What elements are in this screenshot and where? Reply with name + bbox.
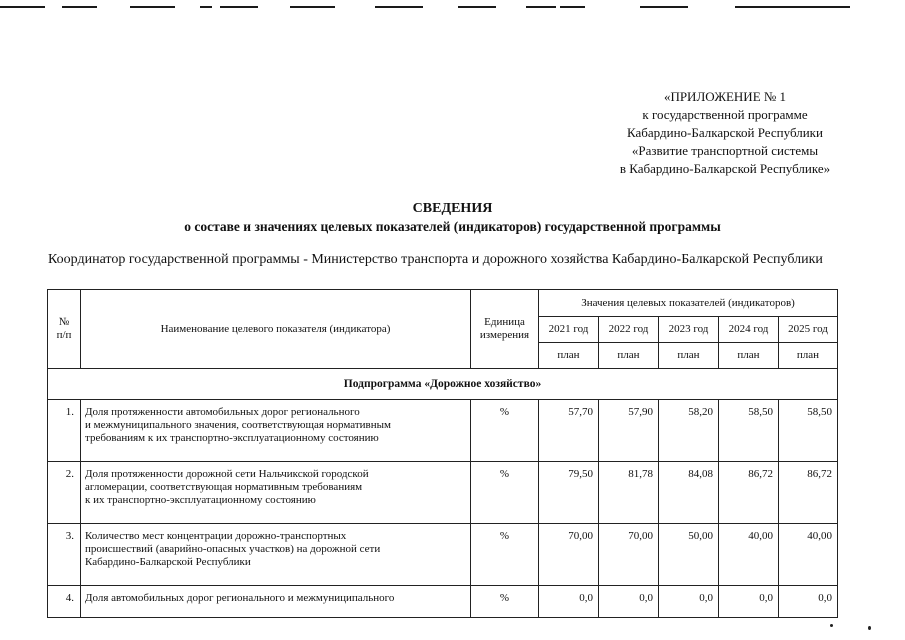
row-value: 0,0 <box>719 586 779 618</box>
row-value: 50,00 <box>659 524 719 586</box>
row-value: 58,20 <box>659 400 719 462</box>
table-row <box>48 524 838 586</box>
row-indicator-text: Доля автомобильных дорог регионального и межмуниципального <box>85 592 395 604</box>
header-name <box>81 290 471 369</box>
row-value: 57,70 <box>539 400 599 462</box>
appendix-line: Кабардино-Балкарской Республики <box>627 125 823 140</box>
header-year: 2023 год <box>659 317 719 343</box>
header-plan: план <box>659 343 719 369</box>
row-number: 2. <box>48 462 81 524</box>
document-subtitle: о составе и значениях целевых показателей (индикаторов) государственной программы <box>184 219 721 234</box>
row-unit: % <box>471 586 539 618</box>
header-year: 2024 год <box>719 317 779 343</box>
appendix-line: «Развитие транспортной системы <box>631 143 819 158</box>
row-indicator-name <box>81 400 471 462</box>
row-value: 0,0 <box>659 586 719 618</box>
row-indicator-name <box>81 462 471 524</box>
row-value: 0,0 <box>599 586 659 618</box>
header-plan: план <box>599 343 659 369</box>
document-title: СВЕДЕНИЯ <box>412 201 493 216</box>
row-value: 40,00 <box>719 524 779 586</box>
row-value: 81,78 <box>599 462 659 524</box>
row-value: 57,90 <box>599 400 659 462</box>
row-value: 0,0 <box>779 586 838 618</box>
row-value: 70,00 <box>539 524 599 586</box>
scan-speck <box>830 624 833 627</box>
row-indicator-text: Доля протяженности автомобильных дорог регионального и межмуниципального значения, соответствующая нормативным требованиям к их транспортно-эксплуатационному состоянию <box>85 406 391 444</box>
section-row <box>48 369 838 400</box>
row-number: 1. <box>48 400 81 462</box>
table-header-row <box>48 290 838 317</box>
row-value: 79,50 <box>539 462 599 524</box>
scan-speck <box>868 626 871 630</box>
row-unit: % <box>471 462 539 524</box>
row-value: 84,08 <box>659 462 719 524</box>
indicators-table <box>47 289 838 618</box>
coordinator-text: Координатор государственной программы - Министерство транспорта и дорожного хозяйства Кабардино-Балкарской Республики <box>48 252 823 267</box>
header-values-group-label: Значения целевых показателей (индикаторов) <box>581 296 795 309</box>
table-row <box>48 462 838 524</box>
header-unit-label: Единица измерения <box>479 316 530 341</box>
appendix-line: к государственной программе <box>642 107 808 122</box>
header-year: 2025 год <box>779 317 838 343</box>
row-indicator-name <box>81 586 471 618</box>
header-year: 2022 год <box>599 317 659 343</box>
row-value: 58,50 <box>779 400 838 462</box>
table-row <box>48 586 838 618</box>
row-value: 86,72 <box>779 462 838 524</box>
header-values-group <box>539 290 838 317</box>
section-title: Подпрограмма «Дорожное хозяйство» <box>48 369 838 400</box>
header-year: 2021 год <box>539 317 599 343</box>
row-value: 40,00 <box>779 524 838 586</box>
header-num-label: № п/п <box>56 316 72 341</box>
row-indicator-text: Доля протяженности дорожной сети Нальчикской городской агломерации, соответствующая нормативным требованиям к их транспортно-эксплуатационному состоянию <box>85 468 369 506</box>
header-plan: план <box>539 343 599 369</box>
row-indicator-text: Количество мест концентрации дорожно-транспортных происшествий (аварийно-опасных участков) на дорожной сети Кабардино-Балкарской Республики <box>85 530 381 568</box>
row-number: 4. <box>48 586 81 618</box>
row-value: 86,72 <box>719 462 779 524</box>
appendix-block <box>560 88 890 178</box>
row-value: 70,00 <box>599 524 659 586</box>
row-value: 58,50 <box>719 400 779 462</box>
header-unit <box>471 290 539 369</box>
header-name-label: Наименование целевого показателя (индикатора) <box>160 322 391 335</box>
appendix-line: в Кабардино-Балкарской Республике» <box>619 161 831 176</box>
header-plan: план <box>779 343 838 369</box>
appendix-line: «ПРИЛОЖЕНИЕ № 1 <box>663 89 787 104</box>
row-number: 3. <box>48 524 81 586</box>
header-plan: план <box>719 343 779 369</box>
row-value: 0,0 <box>539 586 599 618</box>
row-indicator-name <box>81 524 471 586</box>
row-unit: % <box>471 524 539 586</box>
row-unit: % <box>471 400 539 462</box>
table-row <box>48 400 838 462</box>
header-num <box>48 290 81 369</box>
